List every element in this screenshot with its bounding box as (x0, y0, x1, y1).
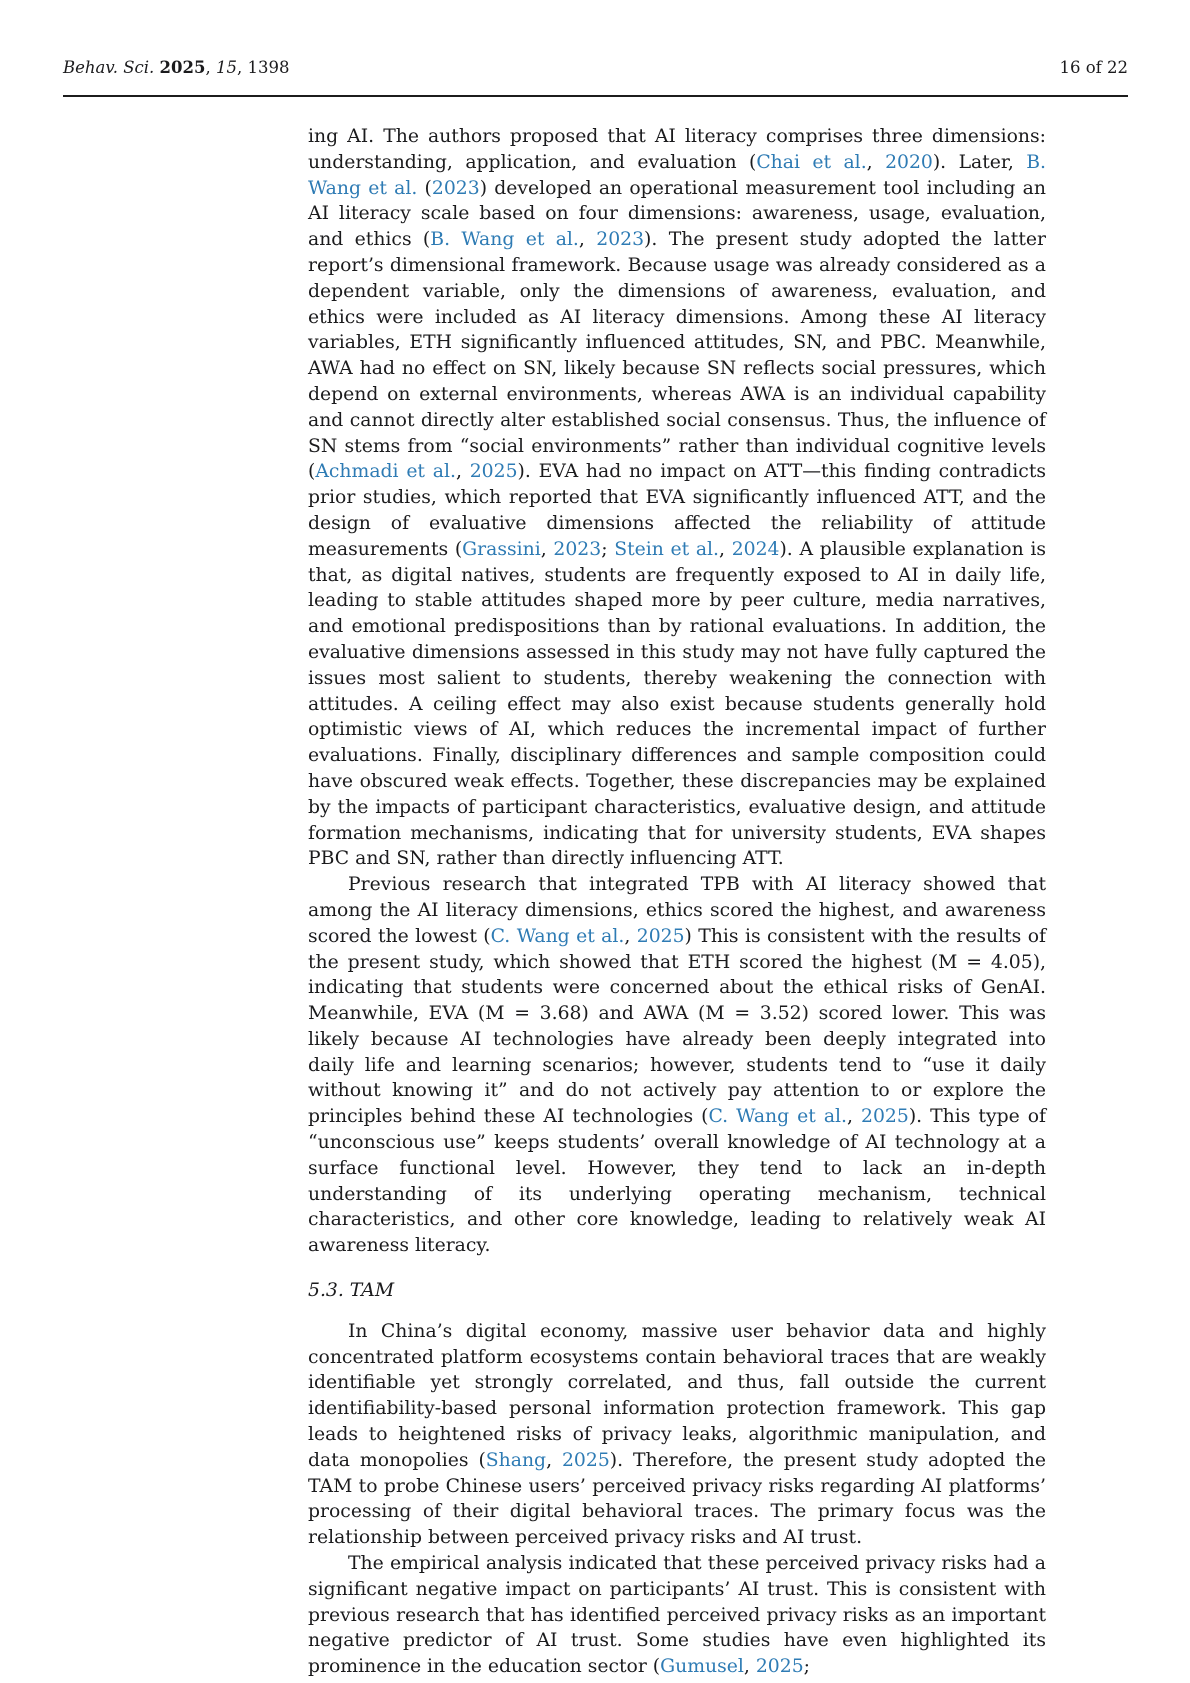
header-rule (63, 95, 1128, 97)
text-run: Previous research that integrated TPB with AI literacy showed that among the AI literacy dimensions, ethics scored the highest, and awareness scored the lowest ( (308, 874, 1046, 947)
citation-link[interactable]: 2020 (885, 151, 933, 173)
citation-link[interactable]: C. Wang et al. (490, 925, 625, 947)
text-run: ). Later, (932, 151, 1027, 173)
citation-link[interactable]: Gumusel (660, 1656, 744, 1678)
text-run: 15 (215, 58, 237, 77)
citation-link[interactable]: C. Wang et al. (708, 1106, 848, 1128)
citation-link[interactable]: 2024 (731, 538, 780, 560)
text-run: ; (803, 1656, 810, 1678)
text-run: , (540, 538, 554, 560)
text-run: , (743, 1656, 756, 1678)
text-run: ; (601, 538, 615, 560)
text-run: Behav. Sci. (63, 58, 160, 77)
paragraph (308, 124, 1046, 872)
citation-link[interactable]: 2025 (561, 1449, 610, 1471)
text-run: ) This is consistent with the results of the present study, which showed that ETH scored the highest (M = 4.05), indicating that students were concerned about the ethical risks of GenAI. Meanwhile, EVA (M = 3.68) and AWA (M = 3.52) scored lower. This was likely because AI technologies have already been deeply integrated into daily life and learning scenarios; however, students tend to “use it daily without knowing it” and do not actively pay attention to or explore the principles behind these AI technologies ( (308, 925, 1046, 1128)
citation-link[interactable]: B. Wang et al. (430, 229, 579, 251)
citation-link[interactable]: 2025 (861, 1106, 909, 1128)
text-run: , (866, 151, 886, 173)
text-run: , (719, 538, 732, 560)
paragraph (308, 1319, 1046, 1551)
citation-link[interactable]: 2023 (596, 229, 645, 251)
citation-link[interactable]: Stein et al. (614, 538, 720, 560)
text-run: ). EVA had no impact on ATT—this finding contradicts prior studies, which reported that EVA significantly influenced ATT, and the design of evaluative dimensions affected the reliability of attitude measurements ( (308, 461, 1047, 560)
citation-link[interactable]: Grassini (462, 538, 541, 560)
text-run: 2025 (159, 58, 206, 77)
citation-link[interactable]: 2023 (431, 177, 480, 199)
text-run: , (546, 1449, 562, 1471)
paragraph (308, 872, 1046, 1259)
text-run: ). A plausible explanation is that, as digital natives, students are frequently exposed to AI in daily life, leading to stable attitudes shaped more by peer culture, media narratives, and emotional predispositions than by rational evaluations. In addition, the evaluative dimensions assessed in this study may not have fully captured the issues most salient to students, thereby weakening the connection with attitudes. A ceiling effect may also exist because students generally hold optimistic views of AI, which reduces the incremental impact of further evaluations. Finally, disciplinary differences and sample composition could have obscured weak effects. Together, these discrepancies may be explained by the impacts of participant characteristics, evaluative design, and attitude formation mechanisms, indicating that for university students, EVA shapes PBC and SN, rather than directly influencing ATT. (308, 538, 1046, 870)
citation-link[interactable]: 2025 (469, 461, 518, 483)
paragraph (308, 1551, 1046, 1680)
citation-link[interactable]: Achmadi et al. (315, 461, 456, 483)
section-heading: 5.3. TAM (308, 1280, 395, 1302)
citation-link[interactable]: 2025 (755, 1656, 804, 1678)
page-header (63, 58, 1128, 77)
text-run: , (624, 925, 637, 947)
text-run: , (455, 461, 470, 483)
text-run: ) developed an operational measurement tool including an AI literacy scale based on four dimensions: awareness, usage, evaluation, and ethics ( (308, 177, 1046, 251)
text-run: , (847, 1106, 862, 1128)
text-run: ). This type of “unconscious use” keeps students’ overall knowledge of AI technology at a surface functional level. However, they tend to lack an in-depth understanding of its underlying operating mechanism, technical characteristics, and other core knowledge, leading to relatively weak AI awareness literacy. (308, 1106, 1047, 1257)
text-run: The empirical analysis indicated that these perceived privacy risks had a significant negative impact on participants’ AI trust. This is consistent with previous research that has identified perceived privacy risks as an important negative predictor of AI trust. Some studies have even highlighted its prominence in the education sector ( (308, 1553, 1046, 1678)
text-run: , 1398 (236, 58, 290, 77)
article-body (308, 124, 1046, 1680)
text-run: ). The present study adopted the latter report’s dimensional framework. Because usage was already considered as a dependent variable, only the dimensions of awareness, evaluation, and ethics were included as AI literacy dimensions. Among these AI literacy variables, ETH significantly influenced attitudes, SN, and PBC. Meanwhile, AWA had no effect on SN, likely because SN reflects social pressures, which depend on external environments, whereas AWA is an individual capability and cannot directly alter established social consensus. Thus, the influence of SN stems from “social environments” rather than individual cognitive levels ( (308, 229, 1046, 483)
journal-citation (63, 58, 289, 77)
citation-link[interactable]: 2023 (553, 538, 602, 560)
text-run: ing AI. The authors proposed that AI literacy comprises three dimensions: understanding, application, and evaluation ( (308, 126, 1046, 173)
text-run: , (205, 58, 216, 77)
text-run: ( (417, 177, 432, 199)
citation-link[interactable]: Chai et al. (756, 151, 867, 173)
citation-link[interactable]: Shang (485, 1449, 547, 1471)
citation-link[interactable]: B. Wang et al. (308, 151, 1046, 199)
text-run: ). Therefore, the present study adopted the TAM to probe Chinese users’ perceived privacy risks regarding AI platforms’ processing of their digital behavioral traces. The primary focus was the relationship between perceived privacy risks and AI trust. (308, 1449, 1046, 1549)
text-run: , (578, 229, 597, 251)
citation-link[interactable]: 2025 (636, 925, 685, 947)
page-number: 16 of 22 (1059, 58, 1128, 77)
text-run: In China’s digital economy, massive user behavior data and highly concentrated platform ecosystems contain behavioral traces that are weakly identifiable yet strongly correlated, and thus, fall outside the current identifiability-based personal information protection framework. This gap leads to heightened risks of privacy leaks, algorithmic manipulation, and data monopolies ( (308, 1320, 1046, 1471)
